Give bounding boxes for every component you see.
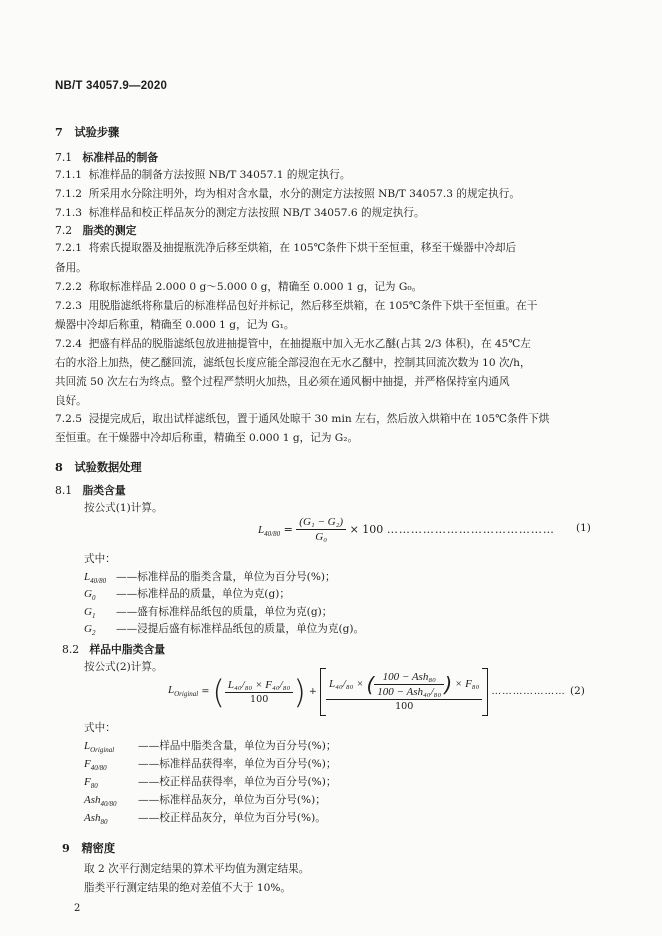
inner-denominator: 100 − Ash₄₀/₈₀ [377,686,442,698]
section-title: 精密度 [81,841,116,855]
precision-line-1: 取 2 次平行测定结果的算术平均值为测定结果。 [84,863,310,875]
formula-2-intro: 按公式(2)计算。 [84,661,163,673]
section-title: 试验数据处理 [74,460,142,474]
definition-row: $G_0$ ——标准样品的质量，单位为克(g)； [84,588,290,603]
clause-number: 7.2.5 [55,413,82,425]
clause-7-2-5-cont: 至恒重。在干燥器中冷却后称重，精确至 0.000 1 g，记为 G₂。 [55,432,359,444]
definition-row: $F_{40/80}$ ——标准样品获得率，单位为百分号(%)； [84,758,337,773]
formula-1-label: (1) [576,522,591,534]
clause-title: 脂类含量 [82,484,126,497]
formula-1: $L_{40/80}$ = $\frac{\text{(G₁ − G₂)}}{\text{G₀}}$ × 100 …………………………………… [258,516,555,543]
where-label-1: 式中： [84,553,116,565]
section-title: 试验步骤 [74,125,120,139]
term-2-denominator: 100 [395,701,414,712]
fraction-numerator: (G₁ − G₂) [296,515,346,530]
inner-numerator: 100 − Ash₈₀ [374,670,444,685]
section-number: 9 [62,841,70,855]
definition-row: Ash$_{40/80}$ ——标准样品灰分，单位为百分号(%)； [84,794,326,809]
definition-row: $G_1$ ——盛有标准样品纸包的质量，单位为克(g)； [84,606,333,621]
page-number: 2 [74,903,81,914]
fraction-denominator: G₀ [315,531,328,543]
clause-number: 7.1 [55,151,73,164]
definition-row: Ash$_{80}$ ——校正样品灰分，单位为百分号(%)。 [84,812,326,827]
clause-number: 7.1.3 [55,207,82,219]
term-1-denominator: 100 [249,693,269,705]
clause-text: 用脱脂滤纸将称量后的标准样品包好并标记，然后移至烘箱，在 105℃条件下烘干至恒重。在干 [88,300,538,312]
clause-7-2-4 [55,336,531,353]
clause-title: 脂类的测定 [82,224,137,237]
formula-leader: …………………………………… [386,523,555,536]
definition-row: $L_{40/80}$ ——标准样品的脂类含量，单位为百分号(%)； [84,571,336,586]
section-7-heading [55,124,119,140]
clause-number: 7.2.1 [55,242,82,254]
clause-7-1-3 [55,205,425,222]
precision-line-2: 脂类平行测定结果的绝对差值不大于 10%。 [84,882,292,894]
formula-fraction [296,515,346,544]
where-label-2: 式中： [84,722,116,734]
definition-row: $F_{80}$ ——校正样品获得率，单位为百分号(%)； [84,776,337,791]
clause-7-2-1-cont: 备用。 [55,262,87,274]
clause-text: 所采用水分除注明外，均为相对含水量，水分的测定方法按照 NB/T 34057.3 的规定执行。 [88,188,520,200]
formula-1-intro: 按公式(1)计算。 [84,502,163,514]
clause-7-2-5 [55,411,549,428]
clause-text: 标准样品和校正样品灰分的测定方法按照 NB/T 34057.6 的规定执行。 [88,207,425,219]
section-9-heading [62,840,115,856]
clause-number: 8.1 [55,484,73,497]
term-2-prefix: L₄₀/₈₀ × [329,678,364,691]
section-8-1-heading [55,483,126,498]
definition-row: $G_2$ ——浸提后盛有标准样品纸包的质量，单位为克(g)。 [84,623,365,638]
clause-7-1-2 [55,186,520,203]
formula-tail: × 100 [349,523,384,536]
formula-term-1 [225,678,293,707]
clause-number: 8.2 [62,643,80,656]
section-number: 7 [55,125,63,139]
clause-7-2-1 [55,240,516,257]
clause-7-2-4-line2: 右的水浴上加热，使乙醚回流，滤纸包长度应能全部浸泡在无水乙醚中，控制其回流次数为 10 次/h， [55,357,531,369]
formula-term-2: L₄₀/₈₀ × ( $\frac{\text{100 − Ash₈₀}}{\text{100 − Ash₄₀/₈₀}}$ ) × F₈₀ 100 [326,670,482,714]
clause-7-2-2 [55,279,422,296]
term-2-suffix: × F₈₀ [454,678,480,691]
section-number: 8 [55,460,63,474]
clause-7-2-4-line4: 良好。 [55,395,87,407]
clause-title: 样品中脂类含量 [89,643,166,656]
clause-number: 7.1.1 [55,169,82,181]
term-1-numerator: L₄₀/₈₀ × F₄₀/₈₀ [225,678,293,693]
formula-lhs: $L_{40/80}$ [258,523,281,538]
standard-number: NB/T 34057.9—2020 [55,80,168,92]
clause-number: 7.2.4 [55,338,82,350]
clause-title: 标准样品的制备 [82,151,159,164]
formula-2: $L_{Original}$ = ( $\frac{\text{L₄₀/₈₀ × F₄₀/₈₀}}{100}$ ) + L₄₀/₈₀ × ( $\frac{\text{100 − Ash₈₀}}{\text{100 − Ash₄₀/₈₀}}$ ) × F₈₀ 100 ………………… [168,668,566,716]
section-7-1-heading [55,150,158,165]
section-7-2-heading [55,223,136,238]
formula-2-label: (2) [570,685,585,697]
section-8-heading [55,459,142,475]
clause-text: 标准样品的制备方法按照 NB/T 34057.1 的规定执行。 [88,169,351,181]
clause-7-2-4-line3: 共回流 50 次左右为终点。整个过程严禁明火加热，且必须在通风橱中抽提，并严格保持室内通风 [55,376,510,388]
clause-text: 将索氏提取器及抽提瓶洗净后移至烘箱，在 105℃条件下烘干至恒重，移至干燥器中冷却后 [88,242,517,254]
section-8-2-heading [62,642,165,657]
clause-number: 7.2.2 [55,281,82,293]
clause-7-2-3 [55,298,537,315]
clause-number: 7.1.2 [55,188,82,200]
clause-text: 浸提完成后，取出试样滤纸包，置于通风处晾干 30 min 左右，然后放入烘箱中在 105℃条件下烘 [88,413,550,425]
formula-leader: ………………… [491,686,566,697]
clause-number: 7.2.3 [55,300,82,312]
definition-row: $L_{Original}$ ——样品中脂类含量，单位为百分号(%)； [84,740,337,755]
clause-text: 称取标准样品 2.000 0 g～5.000 0 g，精确至 0.000 1 g，记为 G₀。 [88,281,423,293]
clause-text: 把盛有样品的脱脂滤纸包放进抽提管中，在抽提瓶中加入无水乙醚(占其 2/3 体积)，在 45℃左 [88,338,531,350]
clause-7-2-3-cont: 燥器中冷却后称重，精确至 0.000 1 g，记为 G₁。 [55,319,295,331]
formula-lhs: $L_{Original}$ [168,683,199,699]
clause-number: 7.2 [55,224,73,237]
clause-7-1-1 [55,167,350,184]
